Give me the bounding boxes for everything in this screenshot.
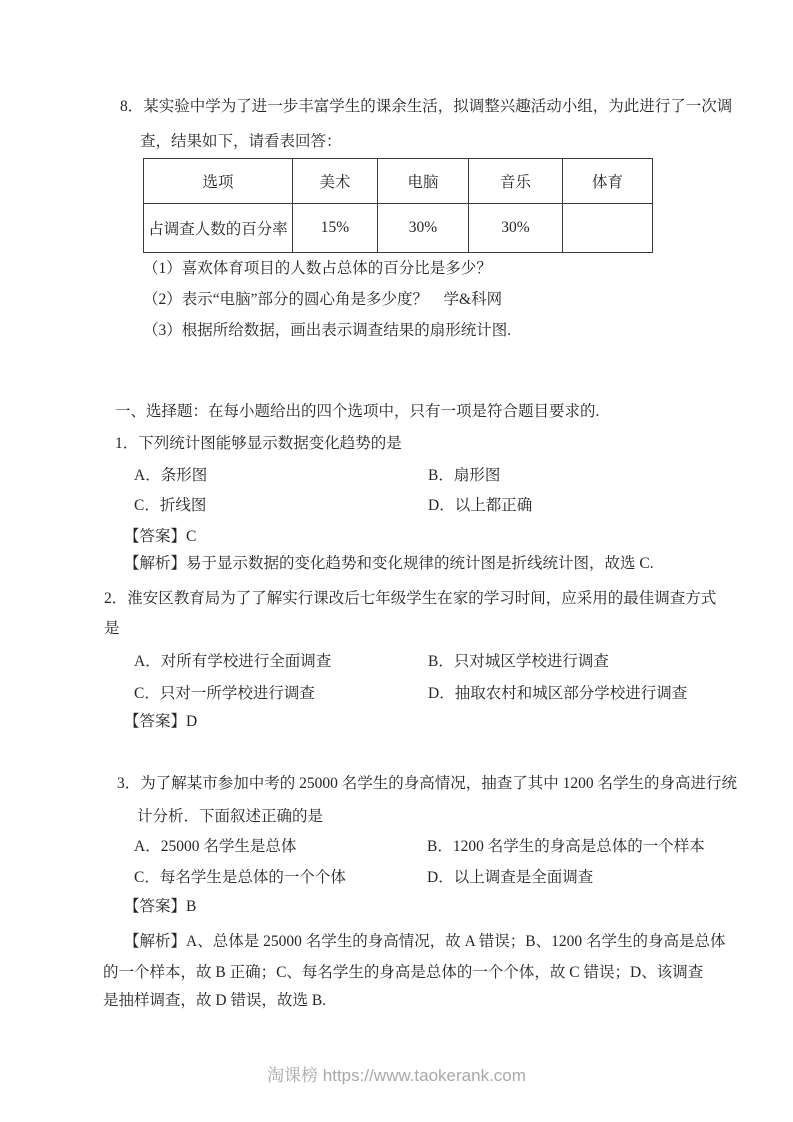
question-8-line-2: 查，结果如下，请看表回答： (140, 133, 342, 150)
survey-table-data-row (144, 204, 653, 253)
question-2-line-2: 是 (104, 620, 120, 637)
cell-music-percent: 30% (469, 204, 563, 253)
survey-table-header-row (144, 159, 653, 204)
question-8-sub-1: （1）喜欢体育项目的人数占总体的百分比是多少？ (143, 260, 492, 277)
section-heading-multiple-choice: 一、选择题：在每小题给出的四个选项中，只有一项是符合题目要求的. (115, 403, 600, 420)
header-cell-music: 音乐 (469, 159, 563, 204)
question-2-answer: 【答案】D (124, 713, 198, 730)
question-3-analysis-line-2: 的一个样本，故 B 正确；C、每名学生的身高是总体的一个个体，故 C 错误；D、该调查 (103, 964, 704, 981)
question-1-answer: 【答案】C (124, 528, 197, 545)
question-1-analysis: 【解析】易于显示数据的变化趋势和变化规律的统计图是折线统计图，故选 C. (124, 555, 654, 572)
question-1-option-b: B．扇形图 (428, 467, 501, 484)
question-2-line-1: 2．淮安区教育局为了了解实行课改后七年级学生在家的学习时间，应采用的最佳调查方式 (104, 590, 717, 607)
question-8-sub-3: （3）根据所给数据，画出表示调查结果的扇形统计图. (143, 322, 512, 339)
question-3-line-1: 3．为了解某市参加中考的 25000 名学生的身高情况，抽查了其中 1200 名学生的身高进行统 (117, 775, 738, 792)
survey-table (143, 158, 653, 253)
question-8-line-1: 8．某实验中学为了进一步丰富学生的课余生活，拟调整兴趣活动小组，为此进行了一次调 (120, 98, 733, 115)
header-cell-sports: 体育 (563, 159, 653, 204)
cell-sports-percent (563, 204, 653, 253)
question-3-option-d: D．以上调查是全面调查 (427, 869, 594, 886)
question-3-analysis-line-1: 【解析】A、总体是 25000 名学生的身高情况，故 A 错误；B、1200 名学生的身高是总体 (124, 933, 726, 950)
question-2-option-b: B．只对城区学校进行调查 (428, 653, 609, 670)
question-3-option-c: C．每名学生是总体的一个个体 (134, 869, 346, 886)
header-cell-computer: 电脑 (378, 159, 469, 204)
question-3-option-b: B．1200 名学生的身高是总体的一个样本 (427, 838, 705, 855)
question-2-option-d: D．抽取农村和城区部分学校进行调查 (428, 685, 688, 702)
question-2-option-c: C．只对一所学校进行调查 (134, 685, 315, 702)
question-3-analysis-line-3: 是抽样调查，故 D 错误，故选 B. (103, 992, 327, 1009)
site-footer (0, 1064, 793, 1088)
question-2-option-a: A．对所有学校进行全面调查 (134, 653, 332, 670)
question-3-answer: 【答案】B (124, 898, 197, 915)
question-1-option-a: A．条形图 (134, 467, 208, 484)
question-8-sub-2: （2）表示“电脑”部分的圆心角是多少度？ 学&科网 (143, 291, 503, 308)
header-cell-art: 美术 (293, 159, 378, 204)
footer-site-link[interactable]: 淘课榜 https://www.taokerank.com (267, 1066, 526, 1085)
cell-percentage-label: 占调查人数的百分率 (144, 204, 293, 253)
question-3-option-a: A．25000 名学生是总体 (134, 838, 297, 855)
question-1-text: 1．下列统计图能够显示数据变化趋势的是 (115, 435, 402, 452)
header-cell-option: 选项 (144, 159, 293, 204)
cell-art-percent: 15% (293, 204, 378, 253)
cell-computer-percent: 30% (378, 204, 469, 253)
question-1-option-c: C．折线图 (134, 497, 207, 514)
question-3-line-2: 计分析．下面叙述正确的是 (137, 808, 324, 825)
question-1-option-d: D．以上都正确 (428, 497, 533, 514)
